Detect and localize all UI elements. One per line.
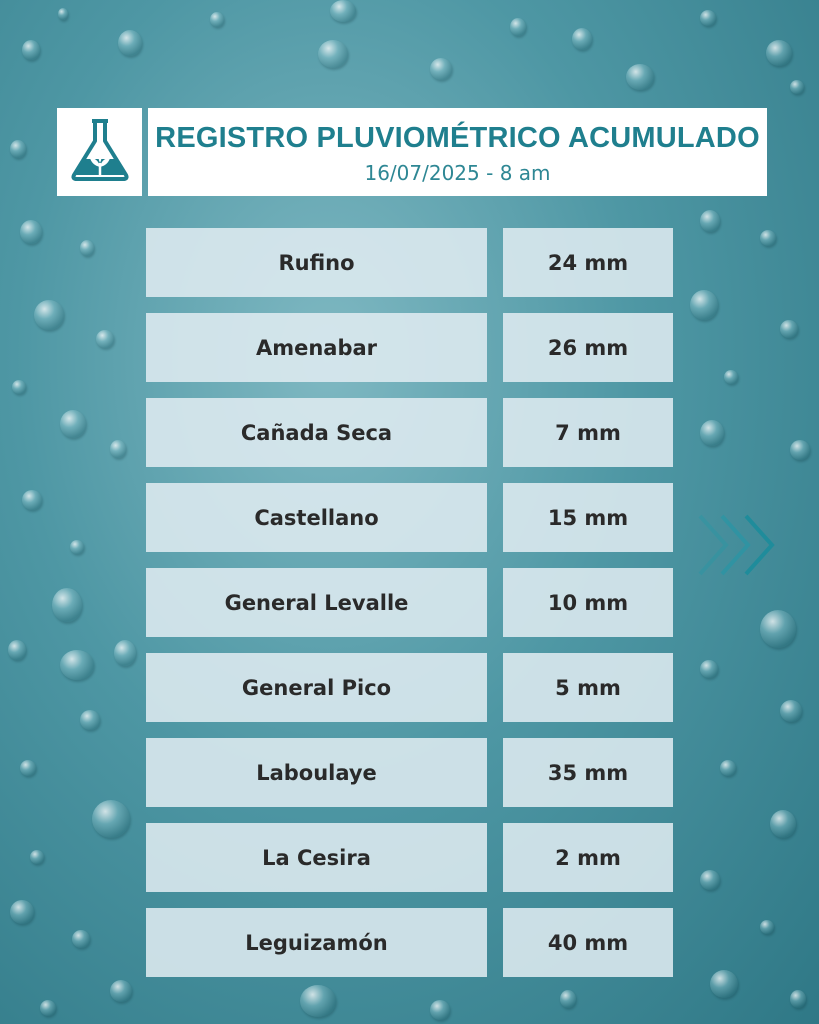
raindrop xyxy=(700,660,718,678)
raindrop xyxy=(40,1000,56,1016)
location-cell: Castellano xyxy=(146,483,487,552)
table-row xyxy=(146,908,673,977)
raindrop xyxy=(626,64,654,90)
table-row xyxy=(146,483,673,552)
raindrop xyxy=(760,230,776,246)
raindrop xyxy=(30,850,44,864)
location-cell: Laboulaye xyxy=(146,738,487,807)
raindrop xyxy=(710,970,738,998)
rainfall-value-cell: 5 mm xyxy=(503,653,673,722)
rainfall-value-cell: 35 mm xyxy=(503,738,673,807)
rainfall-value-cell: 24 mm xyxy=(503,228,673,297)
raindrop xyxy=(118,30,142,56)
raindrop xyxy=(110,440,126,458)
raindrop xyxy=(330,0,356,22)
raindrop xyxy=(210,12,224,27)
raindrop xyxy=(60,650,94,680)
rainfall-table xyxy=(146,228,673,993)
location-cell: Amenabar xyxy=(146,313,487,382)
raindrop xyxy=(720,760,736,776)
raindrop xyxy=(790,80,804,94)
raindrop xyxy=(760,610,796,648)
raindrop xyxy=(80,240,94,256)
raindrop xyxy=(430,1000,450,1020)
location-cell: Rufino xyxy=(146,228,487,297)
rainfall-value-cell: 7 mm xyxy=(503,398,673,467)
raindrop xyxy=(700,870,720,890)
raindrop xyxy=(58,8,68,20)
raindrop xyxy=(700,420,724,446)
raindrop xyxy=(760,920,774,934)
raindrop xyxy=(92,800,130,838)
raindrop xyxy=(12,380,26,394)
raindrop xyxy=(700,10,716,26)
rainfall-value-cell: 10 mm xyxy=(503,568,673,637)
raindrop xyxy=(10,900,34,924)
table-row xyxy=(146,398,673,467)
raindrop xyxy=(724,370,738,384)
table-row xyxy=(146,823,673,892)
page-title: REGISTRO PLUVIOMÉTRICO ACUMULADO xyxy=(155,122,760,154)
raindrop xyxy=(34,300,64,330)
raindrop xyxy=(700,210,720,232)
raindrop xyxy=(20,220,42,244)
raindrop xyxy=(770,810,796,838)
raindrop xyxy=(766,40,792,66)
location-cell: Leguizamón xyxy=(146,908,487,977)
raindrop xyxy=(790,990,806,1008)
raindrop xyxy=(22,40,40,60)
raindrop xyxy=(10,140,26,158)
raindrop xyxy=(114,640,136,666)
table-row xyxy=(146,313,673,382)
table-row xyxy=(146,568,673,637)
raindrop xyxy=(780,320,798,338)
location-cell: General Pico xyxy=(146,653,487,722)
table-row xyxy=(146,228,673,297)
raindrop xyxy=(780,700,802,722)
raindrop xyxy=(72,930,90,948)
raindrop xyxy=(8,640,26,660)
raindrop xyxy=(110,980,132,1002)
raindrop xyxy=(510,18,526,36)
title-box xyxy=(148,108,767,196)
location-cell: Cañada Seca xyxy=(146,398,487,467)
date-subtitle: 16/07/2025 - 8 am xyxy=(364,161,551,185)
raindrop xyxy=(430,58,452,80)
raindrop xyxy=(60,410,86,438)
logo xyxy=(57,108,142,196)
raindrop xyxy=(690,290,718,320)
location-cell: La Cesira xyxy=(146,823,487,892)
raindrop xyxy=(80,710,100,730)
triple-chevron-right-icon[interactable] xyxy=(696,510,780,580)
rainfall-value-cell: 26 mm xyxy=(503,313,673,382)
raindrop xyxy=(572,28,592,50)
rainfall-value-cell: 40 mm xyxy=(503,908,673,977)
raindrop xyxy=(22,490,42,510)
table-row xyxy=(146,653,673,722)
rainfall-value-cell: 15 mm xyxy=(503,483,673,552)
location-cell: General Levalle xyxy=(146,568,487,637)
raindrop xyxy=(96,330,114,348)
raindrop xyxy=(790,440,810,460)
rainfall-value-cell: 2 mm xyxy=(503,823,673,892)
raindrop xyxy=(70,540,84,554)
header-banner xyxy=(57,108,767,196)
raindrop xyxy=(318,40,348,68)
raindrop xyxy=(20,760,36,776)
raindrop xyxy=(52,588,82,622)
flask-plant-icon xyxy=(68,117,132,187)
table-row xyxy=(146,738,673,807)
